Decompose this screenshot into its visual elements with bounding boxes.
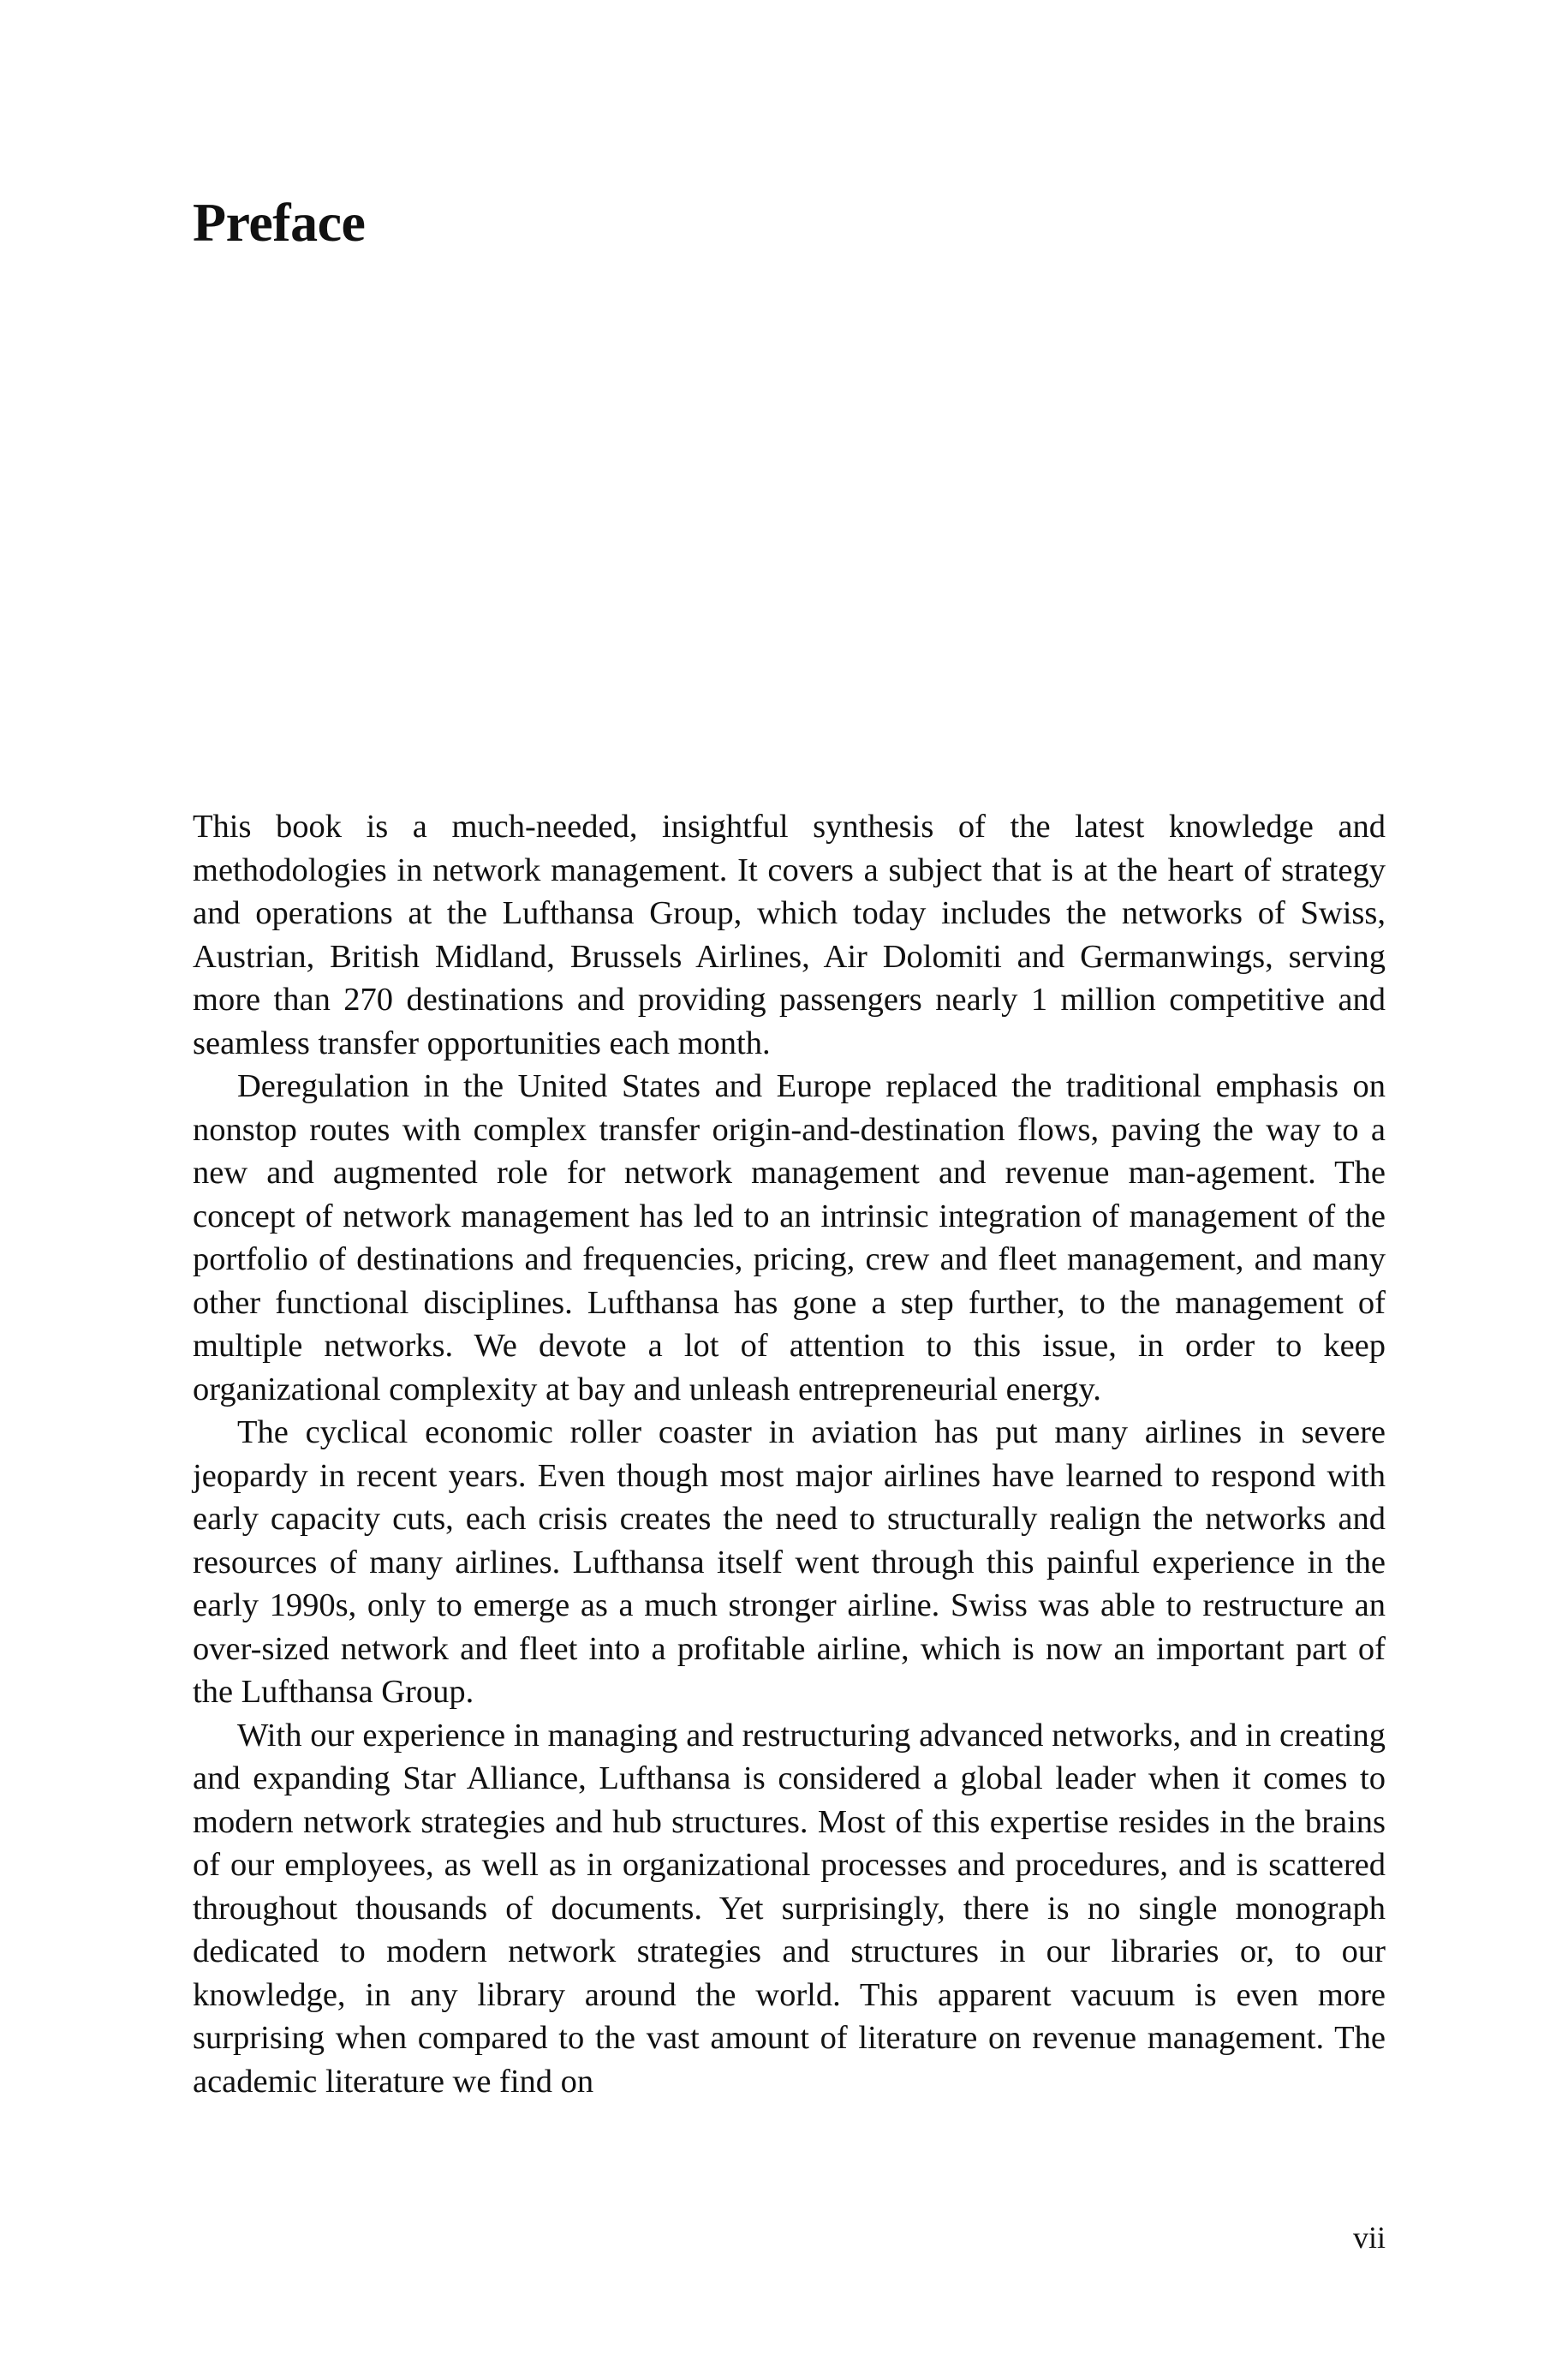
paragraph: This book is a much-needed, insightful synthesis of the latest knowledge and methodologies in network management. It covers a subject that is at the heart of strategy and operations at the Lufthansa Group, which today includes the networks of Swiss, Austrian, British Midland, Brussels Airlines, Air Dolomiti and Germanwings, serving more than 270 destinations and providing passengers nearly 1 million competitive and seamless transfer opportunities each month. — [193, 809, 1386, 1061]
page-title: Preface — [193, 192, 366, 253]
paragraph: The cyclical economic roller coaster in aviation has put many airlines in severe jeopardy in recent years. Even though most major airlines have learned to respond with early capacity cuts, each crisis creates the need to structurally realign the networks and resources of many airlines. Lufthansa itself went through this painful experience in the early 1990s, only to emerge as a much stronger airline. Swiss was able to restructure an over-sized network and fleet into a profitable airline, which is now an important part of the Lufthansa Group. — [193, 1414, 1386, 1710]
body-text — [193, 805, 1386, 2103]
paragraph: Deregulation in the United States and Europe replaced the traditional emphasis on nonstop routes with complex transfer origin-and-destination flows, paving the way to a new and augmented role for network management and revenue man-agement. The concept of network management has led to an intrinsic integration of management of the portfolio of destinations and frequencies, pricing, crew and fleet management, and many other functional disciplines. Lufthansa has gone a step further, to the management of multiple networks. We devote a lot of attention to this issue, in order to keep organizational complexity at bay and unleash entrepreneurial energy. — [193, 1068, 1386, 1407]
page-number: vii — [1352, 2220, 1386, 2255]
paragraph: With our experience in managing and restructuring advanced networks, and in creating and expanding Star Alliance, Lufthansa is considered a global leader when it comes to modern network strategies and hub structures. Most of this expertise resides in the brains of our employees, as well as in organizational processes and procedures, and is scattered throughout thousands of documents. Yet surprisingly, there is no single monograph dedicated to modern network strategies and structures in our libraries or, to our knowledge, in any library around the world. This apparent vacuum is even more surprising when compared to the vast amount of literature on revenue management. The academic literature we find on — [193, 1717, 1386, 2100]
